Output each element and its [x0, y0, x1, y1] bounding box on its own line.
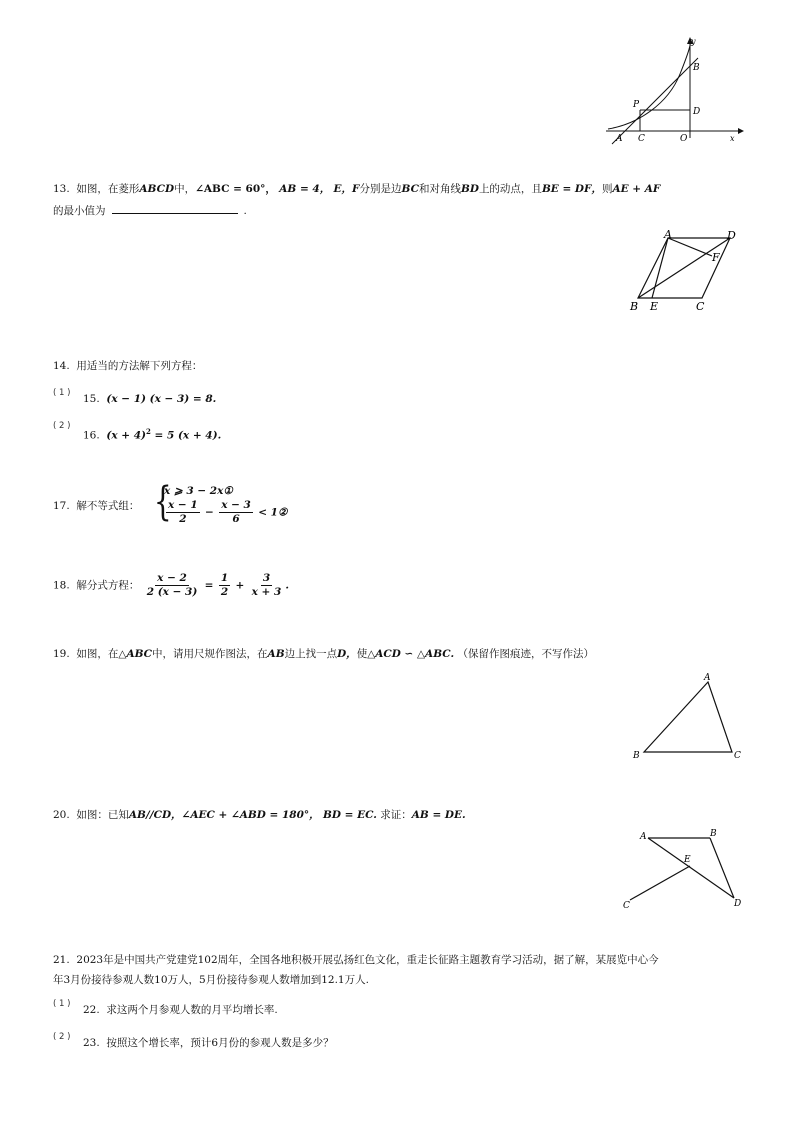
- q13-text: 如图，在菱形: [76, 183, 140, 195]
- q13-bd: BD: [460, 183, 479, 195]
- q18-frac3: [250, 572, 284, 599]
- q13-ab: AB = 4，: [279, 183, 331, 195]
- fig20-label-E: E: [684, 855, 691, 865]
- rhombus-label-B: B: [630, 300, 639, 313]
- q17-frac2-den: 6: [232, 513, 240, 525]
- q20-parallel: AB//CD，: [128, 809, 182, 821]
- q13-number: 13.: [53, 183, 70, 195]
- graph-label-O: O: [680, 134, 688, 144]
- q23: [83, 1036, 334, 1050]
- q20-eq1: BD = EC.: [323, 809, 377, 821]
- graph-label-A: A: [616, 134, 623, 144]
- q17-frac1-den: 2: [179, 513, 187, 525]
- q17-ineq1: x ⩾ 3 − 2x①: [164, 485, 233, 497]
- rhombus-label-D: D: [727, 229, 736, 242]
- q19-similar: △ACD ∽ △ABC.: [367, 648, 455, 660]
- q18-text: 解分式方程：: [76, 579, 140, 592]
- q13-tail: .: [243, 205, 247, 217]
- fig20-label-D: D: [734, 899, 742, 909]
- q18-eq: =: [204, 579, 214, 592]
- triangle-label-A: A: [704, 673, 711, 683]
- q17-tail: < 1②: [258, 506, 288, 519]
- q13-text-d: 和对角线: [418, 183, 461, 195]
- q13-line2: [53, 203, 247, 218]
- q17-number: 17.: [53, 500, 70, 512]
- q16-sub: ( 2 ): [53, 421, 71, 431]
- q17-frac2-num: x − 3: [221, 499, 251, 511]
- q13-expr: AE + AF: [612, 183, 661, 195]
- q20-number: 20.: [53, 809, 70, 821]
- rhombus-label-A: A: [664, 228, 672, 241]
- q22-text: 求这两个月参观人数的月平均增长率.: [106, 1004, 278, 1016]
- q12-graph-figure: [598, 34, 748, 146]
- rhombus-label-C: C: [696, 300, 705, 313]
- q16-eq-left: (x + 4): [106, 429, 147, 442]
- q22-number: 22.: [83, 1004, 100, 1016]
- q17-minus: −: [205, 506, 214, 519]
- q17-ineq2: [164, 499, 287, 526]
- q22: [83, 1003, 278, 1017]
- q19-ab: AB: [267, 648, 285, 660]
- q15-equation: (x − 1) (x − 3) = 8.: [106, 393, 217, 405]
- q20-text-a: 如图：已知: [76, 809, 129, 821]
- q14-text: 用适当的方法解下列方程：: [76, 360, 203, 372]
- fig20-label-A: A: [640, 832, 647, 842]
- rhombus-label-F: F: [712, 251, 720, 264]
- q18-frac1-den: 2 (x − 3): [146, 586, 198, 598]
- graph-label-P: P: [633, 100, 640, 110]
- q23-text: 按照这个增长率，预计6月份的参观人数是多少？: [106, 1037, 334, 1049]
- rhombus-label-E: E: [650, 300, 659, 313]
- q13-text-e: 上的动点，且: [478, 183, 542, 195]
- q20-text-b: 求证：: [380, 809, 412, 821]
- q13-ef: E，F: [333, 183, 360, 195]
- q14: [53, 359, 202, 373]
- graph-label-y: y: [691, 37, 696, 46]
- q13-text-2: 的最小值为: [53, 205, 106, 217]
- fig20-label-B: B: [710, 829, 717, 839]
- q13-eq: BE = DF，: [541, 183, 602, 195]
- q17-frac1-num: x − 1: [168, 499, 198, 511]
- q18-frac3-den: x + 3: [251, 586, 282, 598]
- fig20-label-C: C: [623, 901, 630, 911]
- q15-sub: ( 1 ): [53, 388, 71, 398]
- q17-brace: {: [153, 479, 172, 525]
- q19-text-c: 边上找一点: [284, 648, 338, 660]
- q18-frac1: [145, 572, 200, 599]
- q16-number: 16.: [83, 429, 100, 442]
- q19: [53, 647, 594, 661]
- q13-text-f: 则: [601, 183, 613, 195]
- q14-number: 14.: [53, 360, 70, 372]
- q20-eq2: AB = DE.: [411, 809, 466, 821]
- graph-label-D: D: [693, 107, 701, 117]
- q22-sub: ( 1 ): [53, 999, 71, 1009]
- q18-frac1-num: x − 2: [157, 572, 187, 584]
- graph-label-C: C: [638, 134, 645, 144]
- q18: [53, 572, 289, 599]
- q13-line1: [53, 182, 660, 196]
- q15-number: 15.: [83, 393, 100, 405]
- q23-number: 23.: [83, 1037, 100, 1049]
- q18-plus: +: [235, 579, 245, 592]
- q18-frac2: [219, 572, 230, 599]
- q18-frac3-num: 3: [262, 572, 271, 584]
- q18-number: 18.: [53, 579, 70, 592]
- q17-frac2: [219, 499, 253, 526]
- q17-text: 解不等式组：: [76, 500, 140, 512]
- q21-line2: 年3月份接待参观人数10万人，5月份接待参观人数增加到12.1万人.: [53, 974, 369, 986]
- graph-label-B: B: [693, 63, 700, 73]
- q17-frac1: [166, 499, 200, 526]
- q13-bc: BC: [401, 183, 419, 195]
- q13-rhombus: ABCD: [139, 183, 175, 195]
- q21-text-1: 2023年是中国共产党建党102周年，全国各地积极开展弘扬红色文化，重走长征路主题教育学习活动，据了解，某展览中心今: [76, 954, 659, 966]
- q16-exponent: 2: [146, 427, 151, 436]
- triangle-label-C: C: [734, 751, 741, 761]
- triangle-label-B: B: [633, 751, 640, 761]
- q13-text-c: 分别是边: [359, 183, 402, 195]
- q20: [53, 808, 466, 822]
- q15: [83, 392, 216, 406]
- q18-frac2-den: 2: [220, 586, 229, 598]
- q16: [83, 425, 221, 443]
- q13-text-b: 中，: [174, 183, 196, 195]
- q19-number: 19.: [53, 648, 70, 660]
- q18-tail: .: [285, 579, 289, 592]
- q13-angle: ∠ABC = 60°，: [195, 183, 276, 195]
- q19-text-e: 使: [356, 648, 368, 660]
- q19-text-a: 如图，在: [76, 648, 119, 660]
- q19-text-f: （保留作图痕迹，不写作法）: [457, 648, 594, 660]
- q21-number: 21.: [53, 954, 70, 966]
- q18-frac2-num: 1: [220, 572, 229, 584]
- q19-triangle: △ABC: [118, 648, 153, 660]
- q21-line1: [53, 953, 659, 967]
- graph-label-x: x: [730, 134, 735, 143]
- q19-triangle-figure: [628, 670, 744, 766]
- q19-d: D，: [337, 648, 357, 660]
- q17: [53, 499, 139, 513]
- q23-sub: ( 2 ): [53, 1032, 71, 1042]
- q16-eq-right: = 5 (x + 4).: [150, 429, 222, 442]
- q20-figure: [618, 826, 746, 912]
- answer-blank[interactable]: [112, 203, 238, 214]
- q13-rhombus-figure: [626, 228, 744, 316]
- q20-angles: ∠AEC + ∠ABD = 180°，: [181, 809, 320, 821]
- q19-text-b: 中，请用尺规作图法，在: [152, 648, 268, 660]
